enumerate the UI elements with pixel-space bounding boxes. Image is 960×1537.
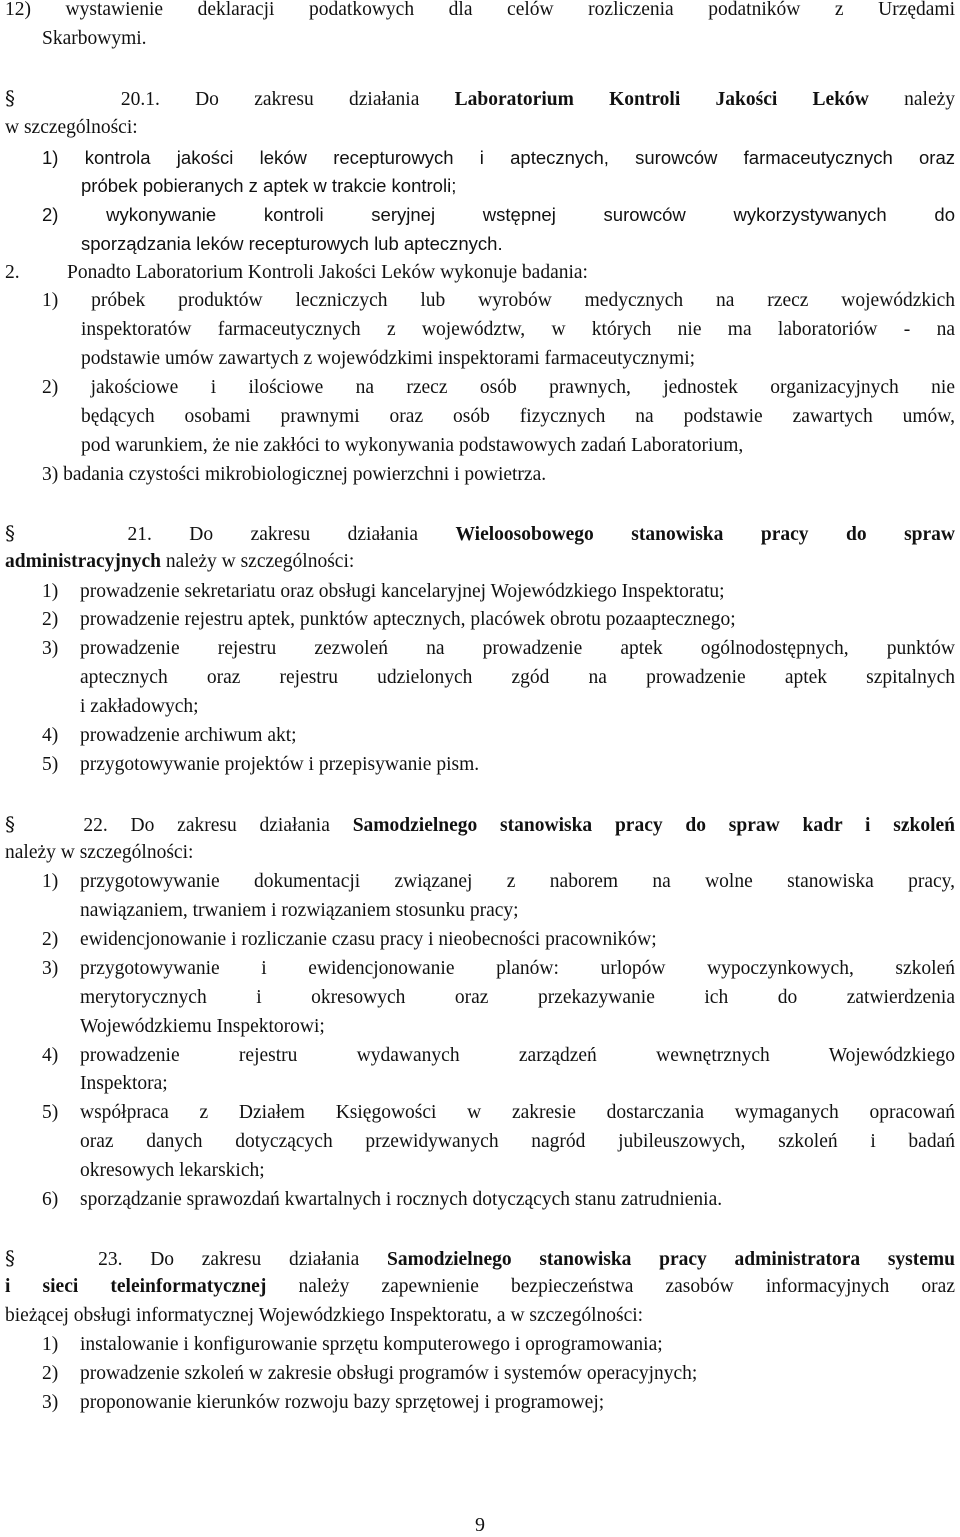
list-item-text: przygotowywanie projektów i przepisywanie pism. [80, 754, 480, 775]
section-intro-end: należy zapewnienie bezpieczeństwa zasobów informacyjnych oraz [298, 1276, 955, 1297]
list-item-text: ewidencjonowanie i rozliczanie czasu pracy i nieobecności pracowników; [80, 929, 657, 950]
list-item-text: prowadzenie szkoleń w zakresie obsługi programów i systemów operacyjnych; [80, 1363, 698, 1384]
list-item-text: prowadzenie rejestru zezwoleń na prowadzenie aptek ogólnodostępnych, punktów [80, 638, 955, 659]
s20-2-item-2a: 2) jakościowe i ilościowe na rzecz osób prawnych, jednostek organizacyjnych nie [42, 377, 955, 398]
list-item-number: 2) [42, 1363, 59, 1384]
list-item [42, 608, 955, 632]
section-number: 23. [98, 1249, 123, 1270]
list-item [42, 753, 955, 777]
s20-2-item-1a: 1) próbek produktów leczniczych lub wyrobów medycznych na rzecz wojewódzkich [42, 290, 955, 311]
s20-1-item-1a: 1) kontrola jakości leków recepturowych i aptecznych, surowców farmaceutycznych oraz [42, 147, 955, 168]
section-20-1-heading [5, 86, 955, 112]
s20-2-item-2b: będących osobami prawnymi oraz osób fizycznych na podstawie zawartych umów, [81, 406, 955, 427]
section-symbol: § [5, 1246, 15, 1270]
list-item-number: 3) [42, 958, 59, 979]
section-number: 2. [5, 262, 20, 283]
s20-1-item-1b: próbek pobieranych z aptek w trakcie kontroli; [81, 175, 457, 196]
list-item [42, 666, 955, 690]
s20-1-item-2a: 2) wykonywanie kontroli seryjnej wstępnej surowców wykorzystywanych do [42, 204, 955, 225]
unit-name-cont: i sieci teleinformatycznej [5, 1276, 267, 1297]
list-item [42, 1015, 955, 1039]
unit-name-cont: administracyjnych [5, 551, 161, 572]
list-item [42, 1391, 955, 1415]
list-item [42, 870, 955, 894]
list-item-number: 4) [42, 1045, 59, 1066]
section-23-line-3: bieżącej obsługi informatycznej Wojewódzkiego Inspektoratu, a w szczególności: [5, 1305, 644, 1326]
list-item-text: przygotowywanie i ewidencjonowanie planów: urlopów wypoczynkowych, szkoleń [80, 958, 955, 979]
section-intro: Ponadto Laboratorium Kontroli Jakości Leków wykonuje badania: [67, 262, 588, 283]
list-item-text: oraz danych dotyczących przewidywanych nagród jubileuszowych, szkoleń i badań [80, 1131, 955, 1152]
list-item-number [42, 1130, 80, 1154]
list-item-number: 4) [42, 725, 59, 746]
list-item-text: i zakładowych; [80, 696, 199, 717]
list-item [42, 1101, 955, 1125]
list-item [42, 637, 955, 661]
list-item-number: 5) [42, 1102, 59, 1123]
list-item-number: 2) [42, 609, 59, 630]
list-item-text: Wojewódzkiemu Inspektorowi; [80, 1016, 325, 1037]
section-21-line-2 [5, 550, 955, 574]
section-number: 21. [127, 524, 152, 545]
list-item-text: sporządzanie sprawozdań kwartalnych i rocznych dotyczących stanu zatrudnienia. [80, 1189, 723, 1210]
section-21-heading [5, 521, 955, 547]
list-item-number: 2) [42, 929, 59, 950]
list-item-text: instalowanie i konfigurowanie sprzętu komputerowego i oprogramowania; [80, 1334, 663, 1355]
list-item-number: 6) [42, 1189, 59, 1210]
list-item [42, 1044, 955, 1068]
list-item [42, 580, 955, 604]
section-20-2-heading [5, 261, 955, 285]
list-item [42, 928, 955, 952]
list-item [42, 724, 955, 748]
section-23-line-2 [5, 1275, 955, 1299]
section-symbol: § [5, 521, 15, 545]
section-number: 20.1. [120, 89, 160, 110]
list-item-text: proponowanie kierunków rozwoju bazy sprzętowej i programowej; [80, 1392, 605, 1413]
list-item-text: merytorycznych i okresowych oraz przekazywanie ich do zatwierdzenia [80, 987, 955, 1008]
section-symbol: § [5, 86, 15, 110]
list-item-number [42, 986, 80, 1010]
unit-name: Wieloosobowego stanowiska pracy do spraw [455, 524, 956, 545]
list-item [42, 899, 955, 923]
section-symbol: § [5, 812, 15, 836]
list-item [42, 695, 955, 719]
section-23-heading [5, 1246, 955, 1272]
list-item-text: nawiązaniem, trwaniem i rozwiązaniem stosunku pracy; [80, 900, 519, 921]
s20-2-item-2c: pod warunkiem, że nie zakłóci to wykonywania podstawowych zadań Laboratorium, [81, 435, 744, 456]
section-intro-end: należy w szczególności: [165, 551, 355, 572]
section-intro-end: należy [904, 89, 956, 110]
list-item [42, 1188, 955, 1212]
list-item-text: prowadzenie sekretariatu oraz obsługi kancelaryjnej Wojewódzkiego Inspektoratu; [80, 581, 725, 602]
unit-name: Laboratorium Kontroli Jakości Leków [454, 89, 869, 110]
list-item [42, 957, 955, 981]
section-intro: Do zakresu działania [130, 815, 330, 836]
section-intro: Do zakresu działania [189, 524, 419, 545]
unit-name: Samodzielnego stanowiska pracy administratora systemu [387, 1249, 956, 1270]
list-item-number: 3) [42, 1392, 59, 1413]
page-number: 9 [475, 1514, 485, 1536]
list-item [42, 1333, 955, 1357]
list-item [42, 1130, 955, 1154]
list-item-text: okresowych lekarskich; [80, 1160, 265, 1181]
item-12-line-2: Skarbowymi. [42, 28, 147, 49]
list-item-number: 1) [42, 581, 59, 602]
section-22-line-2: należy w szczególności: [5, 842, 194, 863]
section-20-1-line-2: w szczególności: [5, 117, 138, 138]
section-number: 22. [83, 815, 108, 836]
s20-2-item-3: 3) badania czystości mikrobiologicznej powierzchni i powietrza. [42, 464, 547, 485]
section-22-heading [5, 812, 955, 838]
section-intro: Do zakresu działania [195, 89, 420, 110]
unit-name: Samodzielnego stanowiska pracy do spraw kadr i szkoleń [352, 815, 956, 836]
item-12-line-1: 12) wystawienie deklaracji podatkowych dla celów rozliczenia podatników z Urzędami [5, 0, 955, 20]
list-item-number: 1) [42, 871, 59, 892]
list-item-text: przygotowywanie dokumentacji związanej z naborem na wolne stanowiska pracy, [80, 871, 955, 892]
list-item [42, 1362, 955, 1386]
list-item [42, 986, 955, 1010]
list-item-number: 1) [42, 1334, 59, 1355]
list-item-text: Inspektora; [80, 1073, 168, 1094]
list-item-text: prowadzenie archiwum akt; [80, 725, 297, 746]
list-item-text: współpraca z Działem Księgowości w zakresie dostarczania wymaganych opracowań [80, 1102, 955, 1123]
list-item-number: 3) [42, 638, 59, 659]
list-item-text: aptecznych oraz rejestru udzielonych zgód na prowadzenie aptek szpitalnych [80, 667, 955, 688]
list-item [42, 1159, 955, 1183]
list-item-text: prowadzenie rejestru aptek, punktów aptecznych, placówek obrotu pozaaptecznego; [80, 609, 736, 630]
list-item-text: prowadzenie rejestru wydawanych zarządzeń wewnętrznych Wojewódzkiego [80, 1045, 955, 1066]
list-item [42, 1072, 955, 1096]
s20-2-item-1b: inspektoratów farmaceutycznych z województw, w których nie ma laboratoriów - na [81, 319, 955, 340]
section-intro: Do zakresu działania [150, 1249, 360, 1270]
s20-1-item-2b: sporządzania leków recepturowych lub aptecznych. [81, 233, 503, 254]
s20-2-item-1c: podstawie umów zawartych z wojewódzkimi inspektorami farmaceutycznymi; [81, 348, 696, 369]
list-item-number: 5) [42, 754, 59, 775]
list-item-number [42, 666, 80, 690]
